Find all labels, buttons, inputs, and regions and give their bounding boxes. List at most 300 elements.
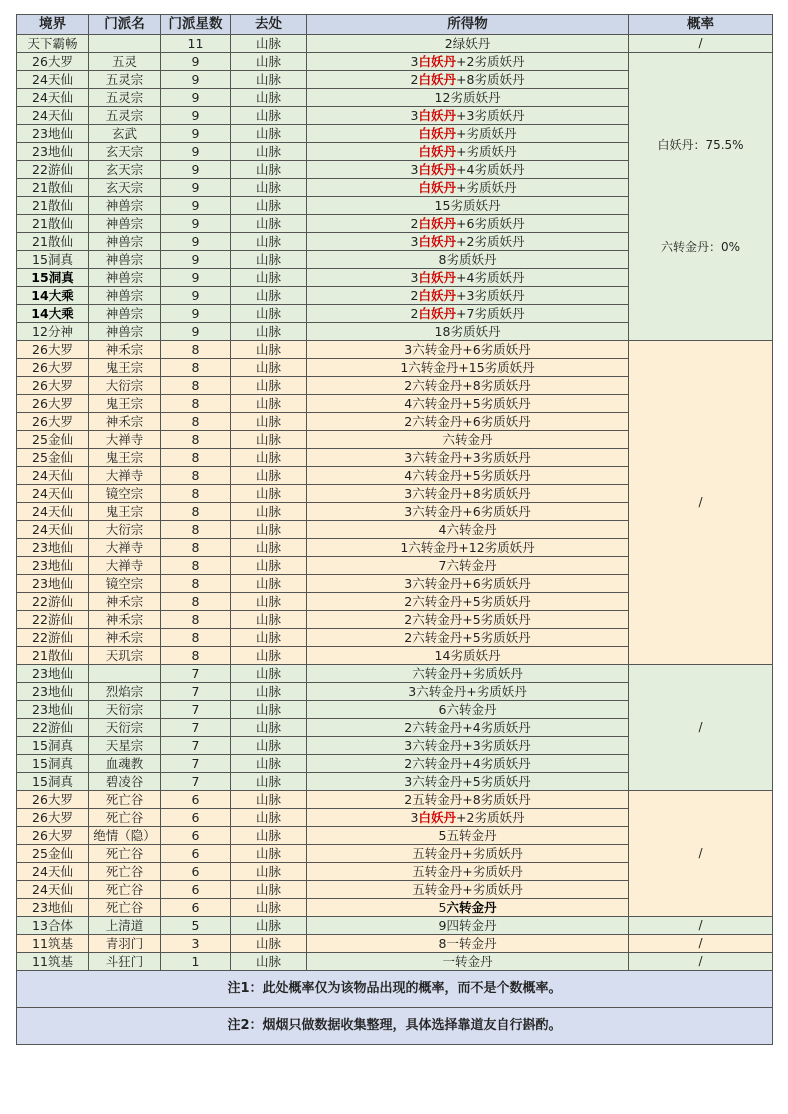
cell-realm: 21散仙 [17, 179, 89, 197]
cell-sect: 死亡谷 [89, 791, 161, 809]
item-text: 3 [410, 108, 419, 123]
item-highlight: 白妖丹 [418, 54, 457, 69]
cell-stars: 7 [161, 737, 231, 755]
probability-line [629, 188, 772, 205]
cell-stars: 9 [161, 251, 231, 269]
table-row [17, 665, 773, 683]
cell-destination: 山脉 [231, 413, 307, 431]
cell-items [307, 53, 629, 71]
table-body [17, 35, 773, 971]
cell-items [307, 233, 629, 251]
cell-realm: 21散仙 [17, 233, 89, 251]
cell-realm: 24天仙 [17, 881, 89, 899]
cell-sect: 玄武 [89, 125, 161, 143]
cell-sect [89, 665, 161, 683]
note-2: 注2：烟烟只做数据收集整理，具体选择靠道友自行斟酌。 [17, 1008, 773, 1045]
cell-items [307, 647, 629, 665]
cell-sect: 斗狂门 [89, 953, 161, 971]
cell-items [307, 575, 629, 593]
item-text: 五转金丹+劣质妖丹 [412, 864, 523, 879]
cell-destination: 山脉 [231, 503, 307, 521]
cell-destination: 山脉 [231, 791, 307, 809]
cell-stars: 3 [161, 935, 231, 953]
cell-sect: 死亡谷 [89, 809, 161, 827]
cell-destination: 山脉 [231, 521, 307, 539]
cell-realm: 22游仙 [17, 629, 89, 647]
item-text: 2六转金丹+5劣质妖丹 [404, 630, 531, 645]
cell-sect: 青羽门 [89, 935, 161, 953]
cell-realm: 26大罗 [17, 377, 89, 395]
item-text: +4劣质妖丹 [456, 162, 525, 177]
cell-realm: 26大罗 [17, 809, 89, 827]
item-text: +7劣质妖丹 [456, 306, 525, 321]
item-text: 8劣质妖丹 [438, 252, 497, 267]
cell-items [307, 89, 629, 107]
cell-items [307, 35, 629, 53]
cell-items [307, 755, 629, 773]
cell-items [307, 179, 629, 197]
cell-destination: 山脉 [231, 953, 307, 971]
cell-realm: 22游仙 [17, 611, 89, 629]
cell-sect: 上清道 [89, 917, 161, 935]
header-stars: 门派星数 [161, 15, 231, 35]
probability-line [629, 154, 772, 171]
cell-items [307, 791, 629, 809]
item-text: 8一转金丹 [438, 936, 497, 951]
cell-items [307, 521, 629, 539]
cell-stars: 6 [161, 827, 231, 845]
cell-sect [89, 35, 161, 53]
cell-stars: 9 [161, 323, 231, 341]
cell-sect: 鬼王宗 [89, 359, 161, 377]
cell-sect: 五灵 [89, 53, 161, 71]
cell-stars: 9 [161, 125, 231, 143]
cell-destination: 山脉 [231, 377, 307, 395]
item-text: 3 [410, 270, 419, 285]
cell-realm: 24天仙 [17, 89, 89, 107]
cell-sect: 鬼王宗 [89, 503, 161, 521]
header-row [17, 15, 773, 35]
cell-items [307, 125, 629, 143]
cell-realm: 26大罗 [17, 827, 89, 845]
cell-items [307, 935, 629, 953]
cell-realm: 15洞真 [17, 755, 89, 773]
item-highlight: 白妖丹 [418, 72, 457, 87]
cell-realm: 23地仙 [17, 899, 89, 917]
item-text: 3 [410, 234, 419, 249]
cell-realm: 12分神 [17, 323, 89, 341]
cell-sect: 天玑宗 [89, 647, 161, 665]
cell-destination: 山脉 [231, 197, 307, 215]
cell-sect: 碧凌谷 [89, 773, 161, 791]
item-text: 2六转金丹+6劣质妖丹 [404, 414, 531, 429]
cell-realm: 14大乘 [17, 287, 89, 305]
cell-destination: 山脉 [231, 449, 307, 467]
cell-destination: 山脉 [231, 35, 307, 53]
cell-stars: 7 [161, 773, 231, 791]
item-text: 5 [438, 900, 447, 915]
cell-items [307, 215, 629, 233]
item-text: 3 [410, 810, 419, 825]
cell-destination: 山脉 [231, 485, 307, 503]
cell-sect: 神兽宗 [89, 323, 161, 341]
cell-items [307, 71, 629, 89]
item-text: +4劣质妖丹 [456, 270, 525, 285]
cell-destination: 山脉 [231, 845, 307, 863]
probability-line: / [698, 36, 703, 50]
cell-sect: 大衍宗 [89, 377, 161, 395]
cell-realm: 21散仙 [17, 215, 89, 233]
item-text: 3 [410, 162, 419, 177]
cell-sect: 绝情（隐） [89, 827, 161, 845]
probability-line: 六转金丹：0% [660, 240, 741, 254]
cell-sect: 神禾宗 [89, 593, 161, 611]
cell-items [307, 773, 629, 791]
item-text: 4六转金丹+5劣质妖丹 [404, 468, 531, 483]
cell-destination: 山脉 [231, 215, 307, 233]
probability-line: / [698, 720, 703, 734]
cell-realm: 25金仙 [17, 431, 89, 449]
cell-items [307, 827, 629, 845]
item-highlight: 白妖丹 [418, 234, 457, 249]
cell-realm: 22游仙 [17, 719, 89, 737]
cell-realm: 23地仙 [17, 557, 89, 575]
probability-line: 白妖丹：75.5% [657, 138, 744, 152]
cell-stars: 7 [161, 719, 231, 737]
item-text: 15劣质妖丹 [434, 198, 501, 213]
cell-realm: 15洞真 [17, 251, 89, 269]
cell-destination: 山脉 [231, 539, 307, 557]
cell-items [307, 899, 629, 917]
cell-items [307, 395, 629, 413]
cell-destination: 山脉 [231, 719, 307, 737]
probability-line: / [698, 918, 703, 932]
cell-destination: 山脉 [231, 683, 307, 701]
table-row [17, 791, 773, 809]
cell-destination: 山脉 [231, 125, 307, 143]
cell-destination: 山脉 [231, 773, 307, 791]
cell-realm: 24天仙 [17, 485, 89, 503]
cell-sect: 玄天宗 [89, 161, 161, 179]
item-text: 2 [410, 288, 419, 303]
cell-destination: 山脉 [231, 179, 307, 197]
cell-realm: 26大罗 [17, 791, 89, 809]
cell-sect: 鬼王宗 [89, 449, 161, 467]
item-text: 14劣质妖丹 [434, 648, 501, 663]
cell-probability [629, 35, 773, 53]
item-text: 7六转金丹 [438, 558, 497, 573]
cell-items [307, 593, 629, 611]
cell-destination: 山脉 [231, 233, 307, 251]
cell-destination: 山脉 [231, 89, 307, 107]
cell-stars: 9 [161, 107, 231, 125]
cell-destination: 山脉 [231, 467, 307, 485]
cell-realm: 21散仙 [17, 647, 89, 665]
header-destination: 去处 [231, 15, 307, 35]
cell-destination: 山脉 [231, 287, 307, 305]
item-text: 2六转金丹+4劣质妖丹 [404, 756, 531, 771]
cell-items [307, 143, 629, 161]
cell-realm: 23地仙 [17, 683, 89, 701]
item-text: 1六转金丹+12劣质妖丹 [400, 540, 535, 555]
header-probability: 概率 [629, 15, 773, 35]
cell-probability [629, 791, 773, 917]
cell-probability [629, 665, 773, 791]
cell-items [307, 431, 629, 449]
cell-stars: 8 [161, 359, 231, 377]
item-text: +劣质妖丹 [456, 126, 517, 141]
cell-stars: 7 [161, 701, 231, 719]
cell-stars: 8 [161, 467, 231, 485]
cell-destination: 山脉 [231, 107, 307, 125]
cell-items [307, 467, 629, 485]
cell-sect: 死亡谷 [89, 845, 161, 863]
cell-stars: 8 [161, 539, 231, 557]
cell-realm: 26大罗 [17, 341, 89, 359]
cell-items [307, 863, 629, 881]
cell-items [307, 377, 629, 395]
cell-realm: 21散仙 [17, 197, 89, 215]
item-text: 五转金丹+劣质妖丹 [412, 846, 523, 861]
probability-line [629, 171, 772, 188]
cell-sect: 血魂教 [89, 755, 161, 773]
cell-realm: 26大罗 [17, 53, 89, 71]
cell-sect: 神禾宗 [89, 413, 161, 431]
item-text: +6劣质妖丹 [456, 216, 525, 231]
data-table [16, 14, 773, 1045]
cell-items [307, 161, 629, 179]
cell-sect: 烈焰宗 [89, 683, 161, 701]
cell-sect: 神兽宗 [89, 251, 161, 269]
cell-items [307, 629, 629, 647]
note-row-2 [17, 1008, 773, 1045]
cell-items [307, 269, 629, 287]
cell-sect: 镜空宗 [89, 575, 161, 593]
cell-stars: 8 [161, 449, 231, 467]
cell-sect: 大衍宗 [89, 521, 161, 539]
cell-stars: 8 [161, 341, 231, 359]
cell-destination: 山脉 [231, 665, 307, 683]
cell-destination: 山脉 [231, 629, 307, 647]
cell-destination: 山脉 [231, 899, 307, 917]
probability-line: / [698, 846, 703, 860]
cell-items [307, 539, 629, 557]
cell-sect: 神禾宗 [89, 611, 161, 629]
table-row [17, 53, 773, 71]
cell-realm: 11筑基 [17, 953, 89, 971]
cell-probability [629, 53, 773, 341]
item-text: 2六转金丹+5劣质妖丹 [404, 594, 531, 609]
cell-realm: 24天仙 [17, 467, 89, 485]
cell-sect: 大禅寺 [89, 539, 161, 557]
item-text: +3劣质妖丹 [456, 108, 525, 123]
note-1: 注1：此处概率仅为该物品出现的概率，而不是个数概率。 [17, 971, 773, 1008]
cell-sect: 神兽宗 [89, 197, 161, 215]
cell-destination: 山脉 [231, 737, 307, 755]
table-row [17, 935, 773, 953]
item-text: 3六转金丹+5劣质妖丹 [404, 774, 531, 789]
cell-realm: 22游仙 [17, 161, 89, 179]
cell-stars: 7 [161, 683, 231, 701]
cell-stars: 9 [161, 215, 231, 233]
cell-sect: 神兽宗 [89, 305, 161, 323]
item-text: 3六转金丹+6劣质妖丹 [404, 576, 531, 591]
item-text: +2劣质妖丹 [456, 54, 525, 69]
cell-realm: 天下霸畅 [17, 35, 89, 53]
cell-realm: 23地仙 [17, 575, 89, 593]
item-text: 3六转金丹+8劣质妖丹 [404, 486, 531, 501]
cell-sect: 神兽宗 [89, 233, 161, 251]
cell-realm: 23地仙 [17, 125, 89, 143]
cell-items [307, 251, 629, 269]
cell-items [307, 557, 629, 575]
item-text: +劣质妖丹 [456, 144, 517, 159]
cell-items [307, 107, 629, 125]
cell-stars: 8 [161, 611, 231, 629]
item-highlight: 白妖丹 [418, 810, 457, 825]
cell-realm: 13合体 [17, 917, 89, 935]
item-text: 2六转金丹+5劣质妖丹 [404, 612, 531, 627]
cell-sect: 天衍宗 [89, 719, 161, 737]
cell-realm: 24天仙 [17, 107, 89, 125]
item-text: 3六转金丹+3劣质妖丹 [404, 450, 531, 465]
cell-items [307, 737, 629, 755]
cell-items [307, 197, 629, 215]
probability-line [629, 205, 772, 222]
cell-stars: 9 [161, 179, 231, 197]
cell-stars: 1 [161, 953, 231, 971]
cell-stars: 8 [161, 557, 231, 575]
cell-realm: 25金仙 [17, 449, 89, 467]
item-text: 2绿妖丹 [444, 36, 491, 51]
cell-probability [629, 341, 773, 665]
cell-realm: 15洞真 [17, 737, 89, 755]
cell-probability [629, 953, 773, 971]
item-text: 1六转金丹+15劣质妖丹 [400, 360, 535, 375]
cell-sect: 神兽宗 [89, 269, 161, 287]
item-text: +2劣质妖丹 [456, 810, 525, 825]
cell-realm: 23地仙 [17, 701, 89, 719]
item-text: +2劣质妖丹 [456, 234, 525, 249]
cell-sect: 死亡谷 [89, 863, 161, 881]
cell-destination: 山脉 [231, 395, 307, 413]
cell-sect: 五灵宗 [89, 107, 161, 125]
table-row [17, 35, 773, 53]
item-highlight: 白妖丹 [418, 306, 457, 321]
cell-stars: 8 [161, 575, 231, 593]
cell-stars: 8 [161, 503, 231, 521]
item-text: +劣质妖丹 [456, 180, 517, 195]
cell-destination: 山脉 [231, 593, 307, 611]
cell-destination: 山脉 [231, 323, 307, 341]
cell-sect: 大禅寺 [89, 431, 161, 449]
item-highlight: 白妖丹 [418, 144, 457, 159]
cell-stars: 6 [161, 791, 231, 809]
note-row-1 [17, 971, 773, 1008]
cell-realm: 24天仙 [17, 503, 89, 521]
cell-stars: 9 [161, 89, 231, 107]
cell-items [307, 809, 629, 827]
item-text: 五转金丹+劣质妖丹 [412, 882, 523, 897]
item-highlight: 白妖丹 [418, 162, 457, 177]
item-text: 4六转金丹 [438, 522, 497, 537]
item-text: 2 [410, 306, 419, 321]
table-row [17, 917, 773, 935]
item-text: 六转金丹 [446, 900, 497, 915]
cell-stars: 8 [161, 395, 231, 413]
cell-destination: 山脉 [231, 53, 307, 71]
item-highlight: 白妖丹 [418, 108, 457, 123]
cell-destination: 山脉 [231, 917, 307, 935]
cell-stars: 7 [161, 665, 231, 683]
cell-stars: 9 [161, 305, 231, 323]
cell-sect: 神兽宗 [89, 287, 161, 305]
cell-stars: 9 [161, 269, 231, 287]
item-text: +3劣质妖丹 [456, 288, 525, 303]
cell-stars: 8 [161, 431, 231, 449]
cell-items [307, 701, 629, 719]
cell-items [307, 323, 629, 341]
cell-destination: 山脉 [231, 143, 307, 161]
item-text: 4六转金丹+5劣质妖丹 [404, 396, 531, 411]
item-text: 3六转金丹+3劣质妖丹 [404, 738, 531, 753]
cell-probability [629, 935, 773, 953]
cell-destination: 山脉 [231, 701, 307, 719]
cell-stars: 6 [161, 899, 231, 917]
cell-items [307, 845, 629, 863]
item-highlight: 白妖丹 [418, 180, 457, 195]
cell-items [307, 719, 629, 737]
cell-items [307, 287, 629, 305]
table-row [17, 953, 773, 971]
item-text: 六转金丹+劣质妖丹 [412, 666, 523, 681]
cell-destination: 山脉 [231, 647, 307, 665]
cell-items [307, 485, 629, 503]
item-text: 2 [410, 216, 419, 231]
probability-line: / [698, 936, 703, 950]
item-text: 18劣质妖丹 [434, 324, 501, 339]
cell-stars: 8 [161, 647, 231, 665]
cell-realm: 26大罗 [17, 413, 89, 431]
item-text: 5五转金丹 [438, 828, 497, 843]
cell-items [307, 503, 629, 521]
cell-items [307, 881, 629, 899]
cell-sect: 神禾宗 [89, 341, 161, 359]
cell-sect: 神禾宗 [89, 629, 161, 647]
cell-sect: 五灵宗 [89, 71, 161, 89]
cell-items [307, 341, 629, 359]
cell-stars: 9 [161, 161, 231, 179]
cell-destination: 山脉 [231, 431, 307, 449]
header-realm: 境界 [17, 15, 89, 35]
cell-realm: 14大乘 [17, 305, 89, 323]
cell-sect: 死亡谷 [89, 881, 161, 899]
cell-realm: 26大罗 [17, 395, 89, 413]
probability-line: / [698, 954, 703, 968]
header-items: 所得物 [307, 15, 629, 35]
cell-sect: 五灵宗 [89, 89, 161, 107]
cell-items [307, 917, 629, 935]
item-text: 2 [410, 72, 419, 87]
cell-sect: 玄天宗 [89, 143, 161, 161]
cell-items [307, 413, 629, 431]
cell-destination: 山脉 [231, 935, 307, 953]
cell-sect: 鬼王宗 [89, 395, 161, 413]
cell-stars: 9 [161, 143, 231, 161]
cell-sect: 玄天宗 [89, 179, 161, 197]
cell-realm: 24天仙 [17, 521, 89, 539]
cell-destination: 山脉 [231, 251, 307, 269]
